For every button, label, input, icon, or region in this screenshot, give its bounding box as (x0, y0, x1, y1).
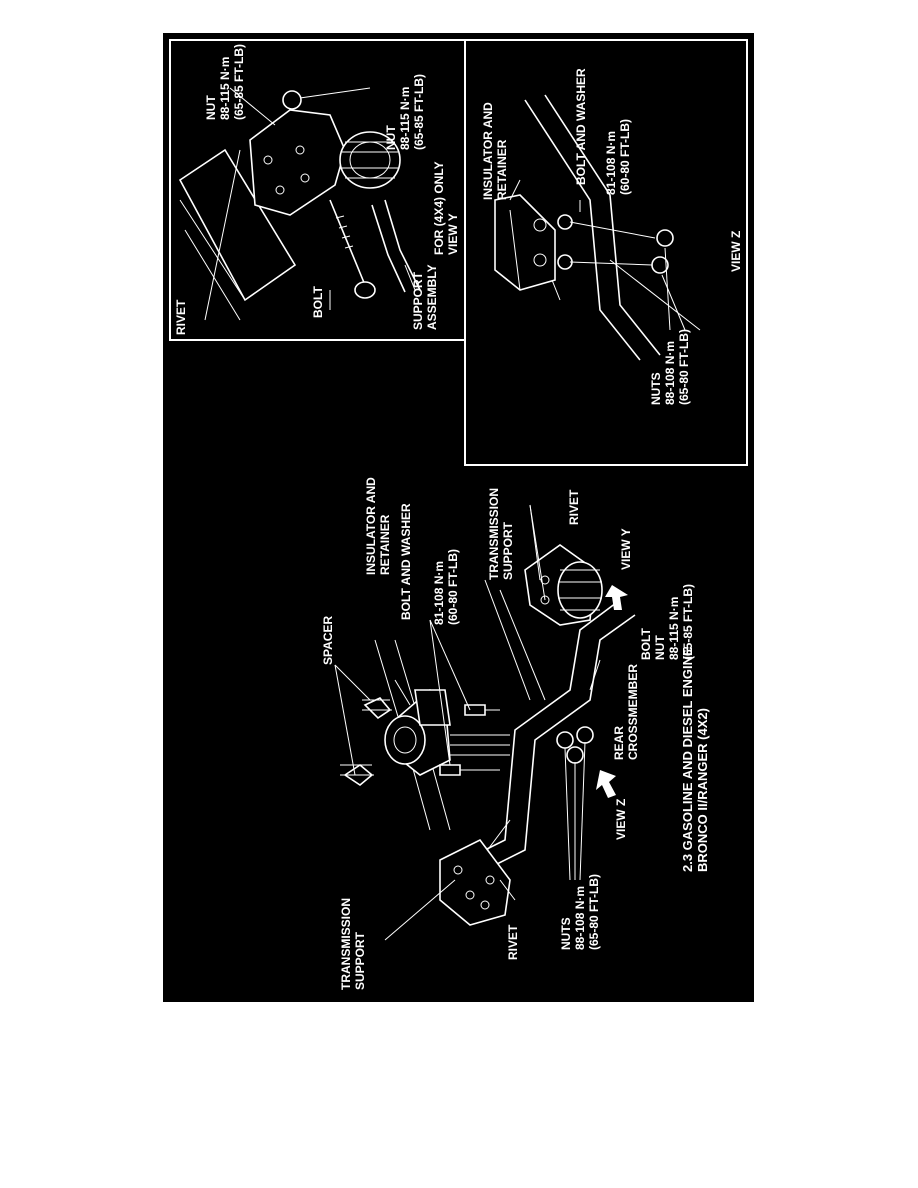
label-view-y-nut-top: NUT 88-115 N·m (65-85 FT-LB) (204, 43, 246, 120)
inset-view-z (465, 40, 747, 465)
label-view-y: VIEW Y (619, 528, 633, 570)
label-view-z-caption: VIEW Z (729, 230, 743, 272)
label-trans-support-left: TRANSMISSION SUPPORT (339, 897, 367, 990)
label-spacer: SPACER (321, 615, 335, 665)
label-rivet-left: RIVET (506, 924, 520, 960)
label-insulator-retainer: INSULATOR AND RETAINER (364, 477, 392, 575)
label-rear-crossmember: REAR CROSSMEMBER (612, 663, 640, 760)
label-view-y-bolt: BOLT (311, 286, 325, 318)
label-bolt-nut: BOLT NUT 88-115 N·m (65-85 FT-LB) (639, 583, 695, 660)
label-nuts-main: NUTS 88-108 N·m (65-80 FT-LB) (559, 873, 601, 950)
label-rivet-right: RIVET (567, 489, 581, 525)
label-view-y-support-assembly: SUPPORT ASSEMBLY (411, 264, 439, 330)
label-view-z-bolt-washer: BOLT AND WASHER (574, 68, 588, 185)
label-view-y-caption: FOR (4X4) ONLY VIEW Y (432, 161, 460, 255)
label-view-y-nut-right: NUT 88-115 N·m (65-85 FT-LB) (384, 73, 426, 150)
label-view-y-rivet: RIVET (174, 299, 188, 335)
label-view-z: VIEW Z (614, 798, 628, 840)
label-view-z-insulator-retainer: INSULATOR AND RETAINER (481, 102, 509, 200)
label-view-z-nuts: NUTS 88-108 N·m (65-80 FT-LB) (649, 328, 691, 405)
label-torque-bolt-washer: 81-108 N·m (60-80 FT-LB) (432, 548, 460, 625)
label-view-z-torque: 81-108 N·m (60-80 FT-LB) (604, 118, 632, 195)
label-bolt-washer: BOLT AND WASHER (399, 503, 413, 620)
label-trans-support-right: TRANSMISSION SUPPORT (487, 487, 515, 580)
label-caption-main: 2.3 GASOLINE AND DIESEL ENGINE BRONCO II/RANGER (4X2) (680, 647, 710, 872)
